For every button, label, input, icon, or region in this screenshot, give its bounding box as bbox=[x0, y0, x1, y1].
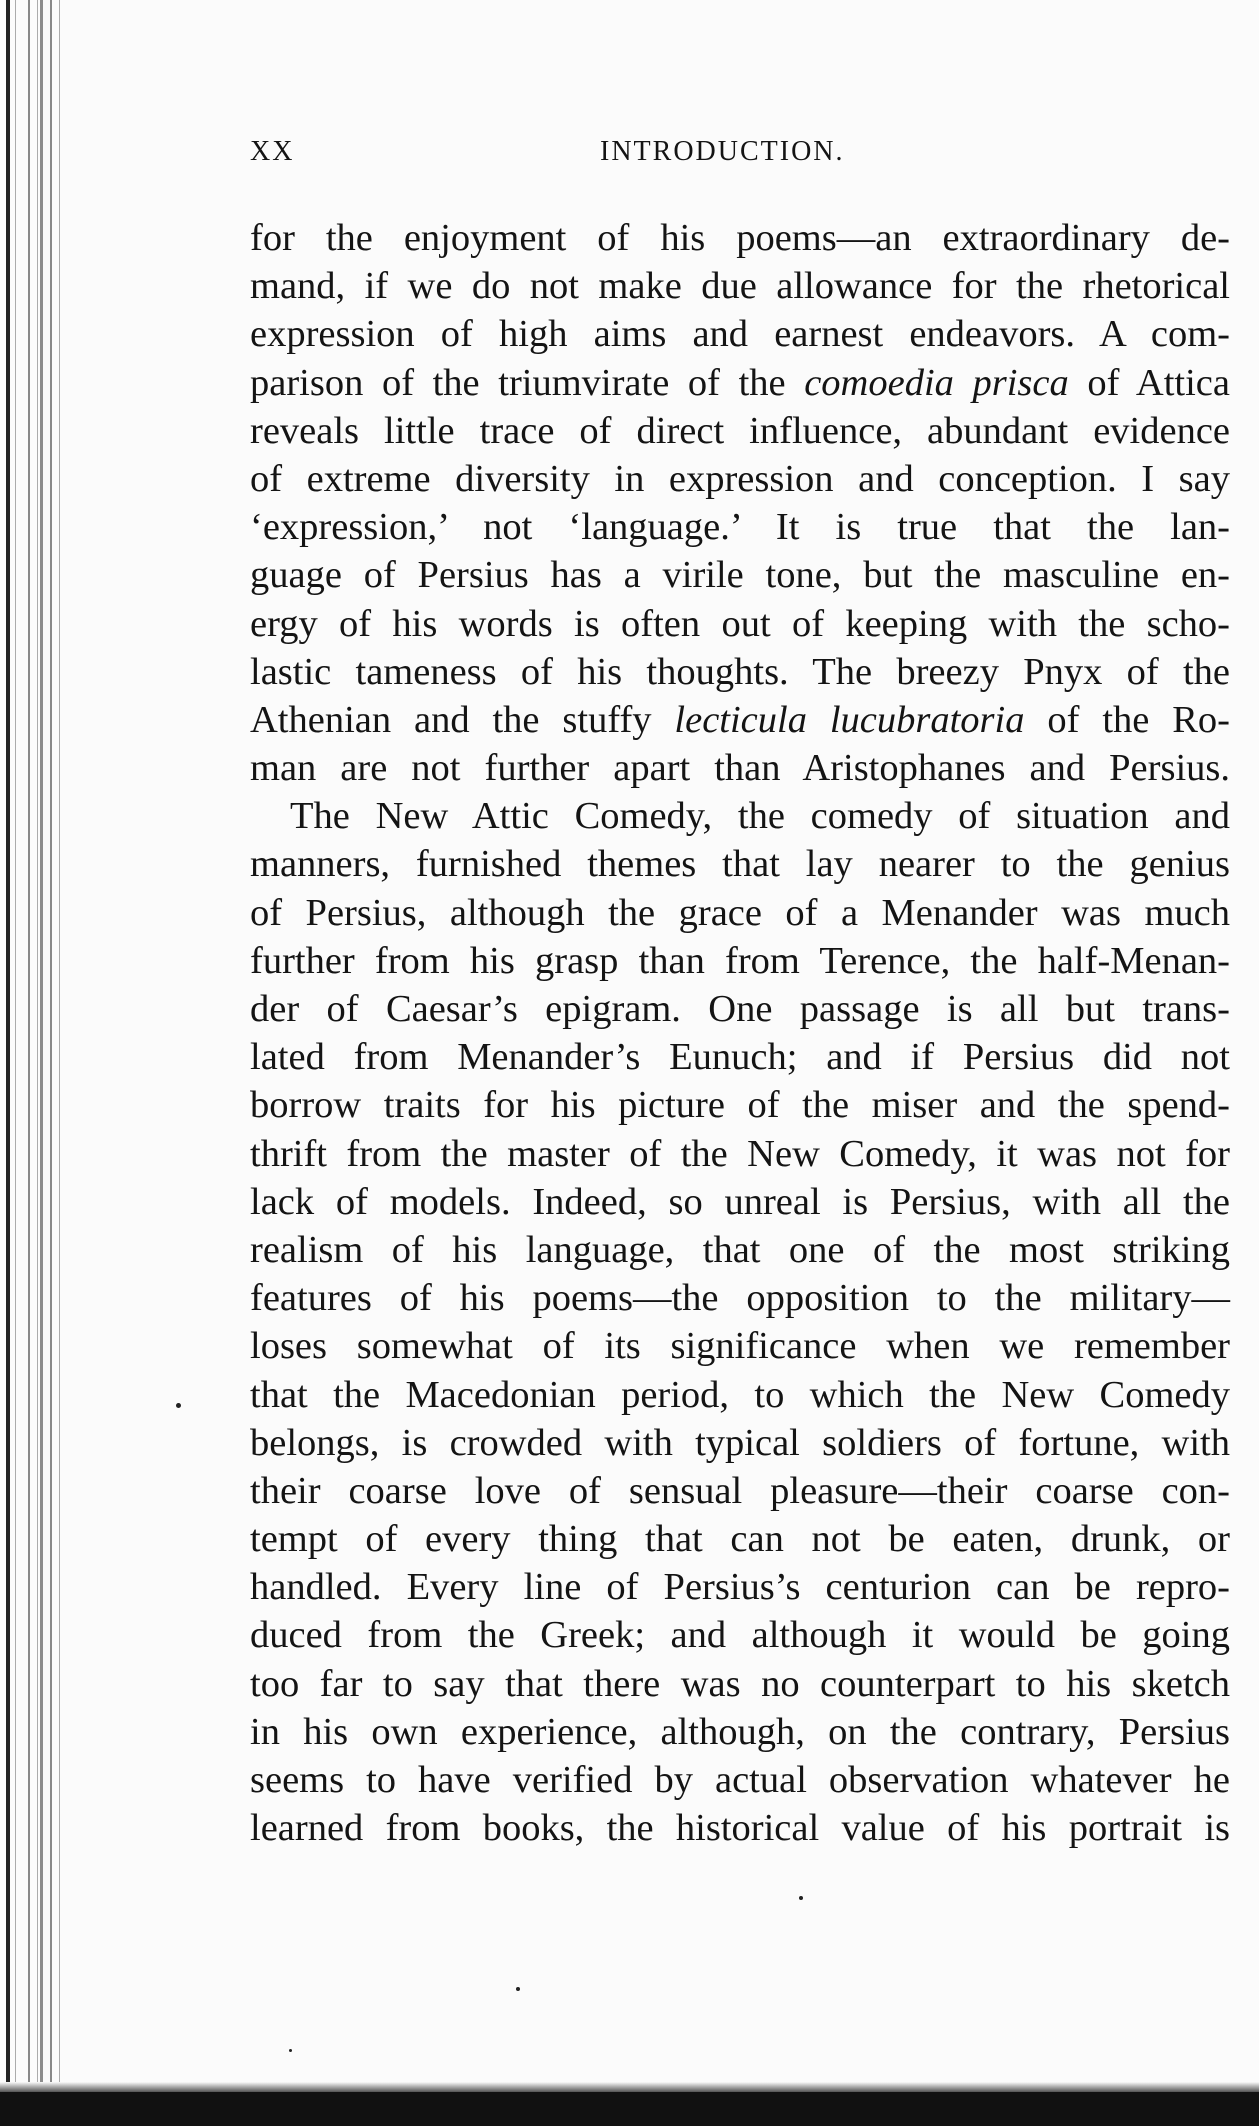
text-segment: of the Ro- bbox=[1024, 698, 1230, 741]
text-segment: Athenian and the stuffy bbox=[250, 698, 675, 741]
text-line: loses somewhat of its significance when we remember bbox=[250, 1325, 1230, 1368]
text-line bbox=[250, 359, 1230, 407]
text-line: der of Caesar’s epigram. One passage is all but trans- bbox=[250, 988, 1230, 1030]
italic-latin-phrase: lecticula lucubratoria bbox=[674, 698, 1025, 741]
text-line: mand, if we do not make due allowance for the rhetorical bbox=[250, 265, 1230, 308]
text-line: realism of his language, that one of the most striking bbox=[250, 1228, 1230, 1271]
text-line: ergy of his words is often out of keeping with the scho- bbox=[250, 602, 1230, 645]
text-line: thrift from the master of the New Comedy, it was not for bbox=[250, 1132, 1230, 1175]
running-title: INTRODUCTION. bbox=[600, 136, 845, 167]
text-line: seems to have verified by actual observation whatever he bbox=[250, 1759, 1230, 1801]
text-line: guage of Persius has a virile tone, but the masculine en- bbox=[250, 554, 1230, 597]
text-line: handled. Every line of Persius’s centurion can be repro- bbox=[250, 1566, 1230, 1609]
binding-shadow-line bbox=[6, 0, 10, 2126]
italic-latin-phrase: comoedia prisca bbox=[804, 361, 1069, 404]
scan-bottom-shadow bbox=[0, 2082, 1259, 2092]
scan-speck bbox=[289, 2049, 292, 2052]
text-line: tempt of every thing that can not be eaten, drunk, or bbox=[250, 1518, 1230, 1561]
text-line: further from his grasp than from Terence, the half-Menan- bbox=[250, 939, 1230, 982]
text-line: manners, furnished themes that lay nearer to the genius bbox=[250, 843, 1230, 886]
page-number: XX bbox=[250, 136, 295, 167]
text-line: features of his poems—the opposition to the military— bbox=[250, 1277, 1230, 1320]
page-header bbox=[250, 136, 1210, 176]
text-line: lastic tameness of his thoughts. The breezy Pnyx of the bbox=[250, 650, 1230, 693]
text-line: reveals little trace of direct influence, abundant evidence bbox=[250, 409, 1230, 452]
text-line: expression of high aims and earnest endeavors. A com- bbox=[250, 313, 1230, 356]
binding-shadow-line bbox=[40, 0, 43, 2126]
text-line: ‘expression,’ not ‘language.’ It is true that the lan- bbox=[250, 506, 1230, 549]
text-line: of extreme diversity in expression and conception. I say bbox=[250, 457, 1230, 500]
text-line: of Persius, although the grace of a Menander was much bbox=[250, 891, 1230, 934]
scan-speck bbox=[516, 1987, 520, 1991]
text-line: in his own experience, although, on the contrary, Persius bbox=[250, 1710, 1230, 1753]
text-line: lated from Menander’s Eunuch; and if Persius did not bbox=[250, 1036, 1230, 1079]
text-segment: parison of the triumvirate of the bbox=[250, 361, 805, 404]
text-line: that the Macedonian period, to which the New Comedy bbox=[250, 1373, 1230, 1416]
scan-bottom-edge bbox=[0, 2092, 1259, 2126]
text-line: belongs, is crowded with typical soldiers of fortune, with bbox=[250, 1421, 1230, 1464]
text-line: duced from the Greek; and although it would be going bbox=[250, 1614, 1230, 1657]
body-text bbox=[250, 214, 1230, 1852]
text-line: too far to say that there was no counterpart to his sketch bbox=[250, 1662, 1230, 1705]
text-segment: of Attica bbox=[1068, 361, 1230, 404]
scan-speck bbox=[799, 1896, 803, 1900]
scan-speck bbox=[176, 1403, 181, 1408]
text-line: lack of models. Indeed, so unreal is Persius, with all the bbox=[250, 1180, 1230, 1223]
text-line: their coarse love of sensual pleasure—their coarse con- bbox=[250, 1469, 1230, 1512]
text-line: man are not further apart than Aristophanes and Persius. bbox=[250, 747, 1230, 790]
text-line bbox=[250, 696, 1230, 744]
text-line: learned from books, the historical value of his portrait is bbox=[250, 1807, 1230, 1850]
text-line: borrow traits for his picture of the miser and the spend- bbox=[250, 1084, 1230, 1127]
text-line: for the enjoyment of his poems—an extraordinary de- bbox=[250, 217, 1230, 259]
text-line: The New Attic Comedy, the comedy of situation and bbox=[290, 795, 1230, 838]
